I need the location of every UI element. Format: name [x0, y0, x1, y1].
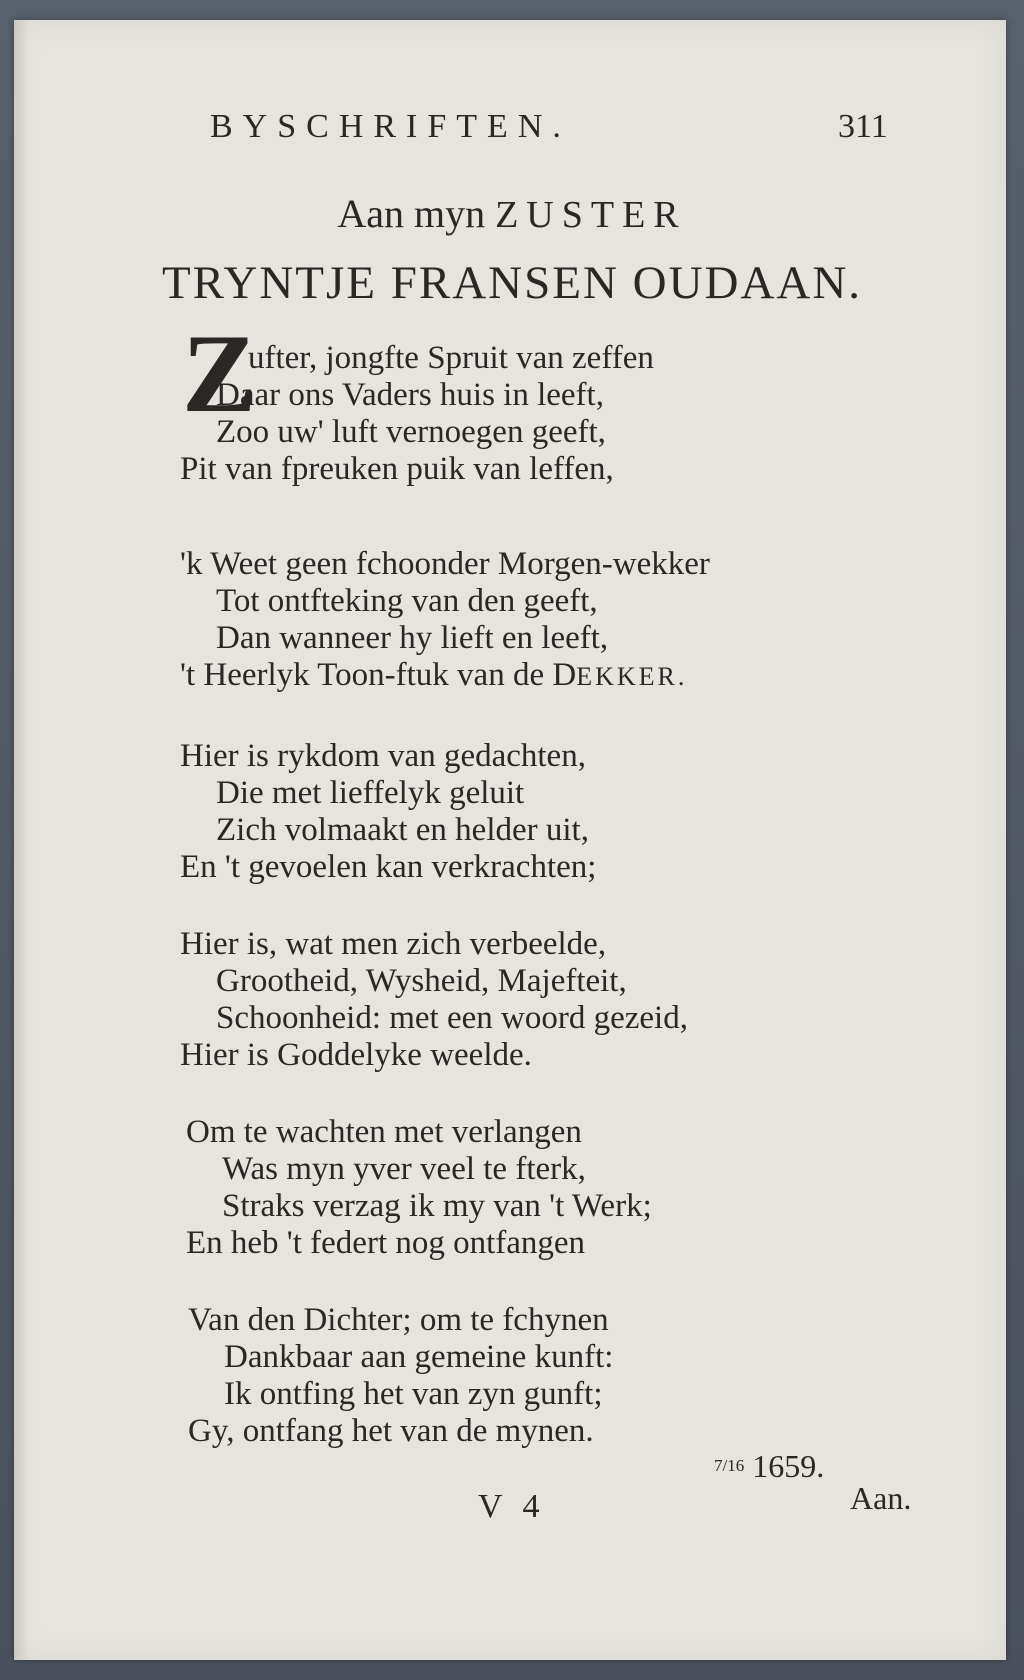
- date-year: 1659.: [752, 1448, 825, 1484]
- verse-line: Grootheid, Wysheid, Majefteit,: [216, 963, 627, 999]
- verse-line: Gy, ontfang het van de mynen.: [188, 1413, 594, 1449]
- signature-mark: V 4: [478, 1488, 546, 1525]
- stanza-1: [248, 340, 654, 377]
- stanza-4: [180, 926, 688, 1074]
- verse-line: Dan wanneer hy lieft en leeft,: [216, 620, 609, 656]
- title-prefix: Aan myn: [337, 191, 496, 236]
- date-note: [714, 1448, 824, 1485]
- poem-title-line-1: [0, 190, 1024, 237]
- verse-line: Was myn yver veel te fterk,: [222, 1151, 586, 1187]
- verse-line: Zoo uw' luft vernoegen geeft,: [216, 414, 606, 450]
- verse-line: Van den Dichter; om te fchynen: [188, 1302, 609, 1338]
- date-fraction: 7/16: [714, 1456, 745, 1475]
- dekker-initial: D: [552, 657, 577, 693]
- verse-line: Die met lieffelyk geluit: [216, 775, 525, 811]
- title-caps: ZUSTER: [495, 194, 687, 236]
- verse-line: Hier is rykdom van gedachten,: [180, 738, 586, 774]
- verse-line: En 't gevoelen kan verkrachten;: [180, 849, 597, 885]
- stanza-5: [186, 1114, 652, 1262]
- verse-line: Tot ontfteking van den geeft,: [216, 583, 598, 619]
- verse-line: Hier is Goddelyke weelde.: [180, 1037, 532, 1073]
- poem-title-line-2: TRYNTJE FRANSEN OUDAAN.: [161, 257, 863, 309]
- drop-cap-initial: Z: [182, 312, 257, 436]
- page-number: 311: [838, 108, 888, 145]
- dekker-small-caps: EKKER.: [576, 662, 688, 691]
- verse-line: Ik ontfing het van zyn gunft;: [224, 1376, 603, 1412]
- verse-line: Hier is, wat men zich verbeelde,: [180, 926, 607, 962]
- verse-line: Schoonheid: met een woord gezeid,: [216, 1000, 688, 1036]
- verse-line: 'k Weet geen fchoonder Morgen-wekker: [180, 546, 710, 582]
- catchword: Aan.: [850, 1480, 912, 1516]
- verse-line: Zich volmaakt en helder uit,: [216, 812, 589, 848]
- verse-line: Straks verzag ik my van 't Werk;: [222, 1188, 652, 1224]
- stanza-2: [180, 546, 710, 695]
- stanza-6: [188, 1302, 613, 1450]
- verse-line: Daar ons Vaders huis in leeft,: [216, 377, 604, 413]
- verse-line: Om te wachten met verlangen: [186, 1114, 582, 1150]
- verse-line: Pit van fpreuken puik van leffen,: [180, 451, 614, 487]
- verse-line: Dankbaar aan gemeine kunft:: [224, 1339, 614, 1375]
- verse-line: [180, 657, 710, 695]
- stanza-1-rest: [180, 377, 614, 488]
- stanza-3: [180, 738, 596, 886]
- verse-text: 't Heerlyk Toon-ftuk van de: [180, 657, 553, 693]
- running-title: BYSCHRIFTEN.: [210, 108, 571, 145]
- verse-line: En heb 't federt nog ontfangen: [186, 1225, 586, 1261]
- verse-line: ufter, jongfte Spruit van zeffen: [248, 340, 654, 376]
